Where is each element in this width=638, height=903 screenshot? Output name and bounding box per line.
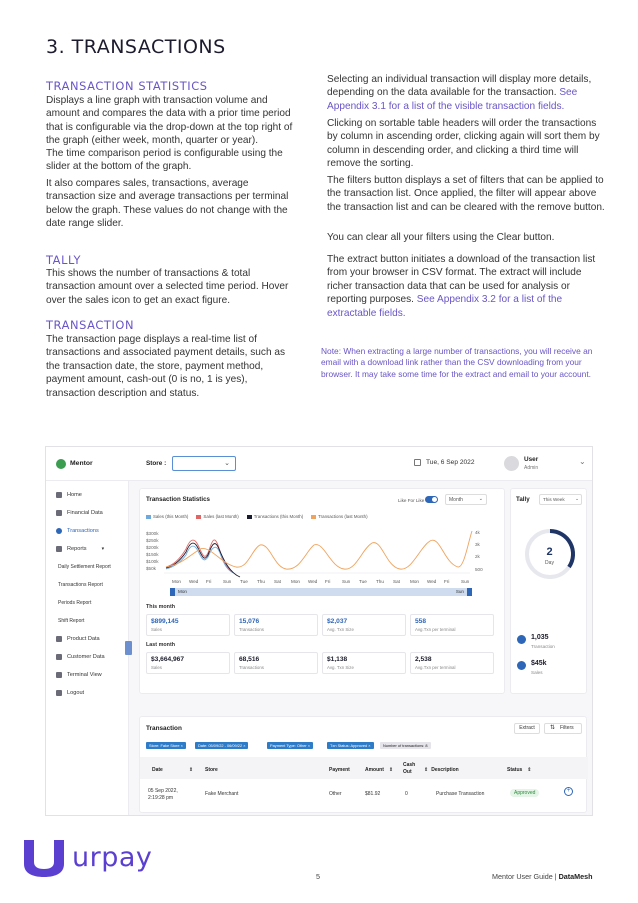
app-screenshot [45, 446, 593, 816]
transactions-icon [517, 635, 526, 644]
date-range-slider[interactable] [170, 588, 472, 596]
x-axis-tick: Mon [291, 579, 300, 584]
row-payment: Other [329, 791, 342, 797]
chevron-down-icon: ⌄ [224, 460, 230, 467]
chevron-down-icon: ⌄ [575, 496, 579, 501]
sidebar-item-terminal-view[interactable]: Terminal View [56, 672, 102, 678]
last-month-sales: $3,664,967 Sales [146, 652, 230, 674]
slider-start-label: Mon [178, 589, 187, 594]
sales-icon[interactable] [517, 661, 526, 670]
column-store[interactable]: Store [205, 767, 218, 773]
transactions-icon [56, 528, 62, 534]
guide-title: Mentor User Guide | DataMesh [492, 872, 593, 881]
column-status[interactable]: Status ⇕ [507, 767, 532, 773]
tally-paragraph: This shows the number of transactions & total transaction amount over a selected time period. Hover over the sales icon to get an exact figure. [46, 268, 289, 306]
transaction-count-badge: Number of transactions: 8 [380, 742, 431, 749]
chevron-down-icon: ⌄ [478, 496, 483, 502]
period-select[interactable]: Month ⌄ [445, 494, 487, 505]
transaction-statistics-card [139, 488, 505, 694]
x-axis-tick: Thu [257, 579, 265, 584]
slider-start-handle[interactable] [170, 588, 175, 596]
row-cash-out: 0 [405, 791, 408, 797]
urpay-mark-icon [22, 838, 68, 878]
sidebar-item-shift-report[interactable]: Shift Report [58, 618, 85, 624]
this-month-sales: $899,145 Sales [146, 614, 230, 636]
filter-chip-date[interactable]: Date: 05/09/22 - 06/09/22 × [195, 742, 248, 749]
slider-end-label: Sun [455, 589, 464, 594]
urpay-logo [22, 838, 68, 883]
legend-item: Sales (last Month) [196, 514, 238, 519]
store-label: Store : [146, 460, 167, 467]
x-axis-tick: Fri [444, 579, 450, 584]
legend-item: Sales (this Month) [146, 514, 188, 519]
column-date[interactable]: Date ⇕ [152, 767, 194, 773]
sidebar-item-daily-settlement-report[interactable]: Daily Settlement Report [58, 564, 111, 570]
expand-row-icon[interactable]: + [564, 787, 573, 796]
transaction-card-title: Transaction [146, 725, 182, 732]
brand-logo-icon [56, 459, 66, 469]
tally-title: TALLY [46, 253, 82, 267]
legend-item: Transactions (last Month) [311, 514, 367, 519]
extract-paragraph: The extract button initiates a download of the transaction list from your browser in CSV format. The extract will include richer transaction data that can be used for analysis or reporting purposes. See Appendix 3.2 for a list of the extractable fields. [327, 254, 596, 319]
filter-icon: ⇅ [550, 725, 556, 731]
row-description: Purchase Transaction [436, 791, 485, 797]
row-status-badge: Approved [510, 789, 539, 797]
filters-paragraph: The filters button displays a set of filters that can be applied to the transaction list. Once applied, the filter will appear above the transaction list and can be cleared with the remove button. [327, 175, 605, 213]
user-menu-chevron-icon[interactable]: ⌄ [579, 457, 586, 466]
sidebar-collapse-handle[interactable] [125, 641, 132, 655]
statistics-card-title: Transaction Statistics [146, 496, 210, 503]
transaction-statistics-paragraph-1: Displays a line graph with transaction volume and amount and compares the data with a prior time period that is configurable via the drop-down at the top right of the graph (either week, month, quarter or year). [46, 95, 293, 147]
customer-icon [56, 654, 62, 660]
y2-axis-tick: 500 [475, 567, 483, 572]
x-axis-tick: Wed [427, 579, 437, 584]
filter-chip-payment-type[interactable]: Payment Type: Other × [267, 742, 313, 749]
filters-button[interactable]: ⇅ Filters [544, 723, 582, 734]
sort-icon: ⇕ [388, 767, 394, 773]
sidebar-item-reports[interactable]: Reports ▾ [56, 546, 104, 552]
last-month-avg-txn-size: $1,138 Avg. Txn Size [322, 652, 406, 674]
sorting-paragraph: Clicking on sortable table headers will order the transactions by column in ascending order, clicking again will sort them by column in descending order, and clicking a third time will remove the sorting. [327, 118, 600, 170]
sidebar-item-transactions[interactable]: Transactions [56, 528, 99, 534]
transaction-statistics-paragraph-3: It also compares sales, transactions, average transaction size and average transactions per terminal below the graph. These values do not change with the date range slider. [46, 178, 289, 230]
like-for-like-label: Like For Like [398, 498, 425, 503]
x-axis-tick: Sat [393, 579, 400, 584]
y-axis-tick: $250k [146, 538, 159, 543]
x-axis-tick: Tue [240, 579, 248, 584]
sidebar-item-logout[interactable]: Logout [56, 690, 84, 696]
sidebar [46, 481, 129, 816]
this-month-avg-txn-per-terminal: 558 Avg.Txn per terminal [410, 614, 494, 636]
sidebar-item-home[interactable]: Home [56, 492, 82, 498]
current-date: Tue, 6 Sep 2022 [426, 459, 475, 466]
y2-axis-tick: 2k [475, 554, 480, 559]
this-month-label: This month [146, 604, 176, 610]
x-axis-tick: Mon [172, 579, 181, 584]
transaction-paragraph: The transaction page displays a real-time list of transactions and associated payment details, such as the transaction date, the store, payment method, payment amount, cash-out (0 is no, 1 is yes), transaction description and status. [46, 334, 286, 399]
x-axis-tick: Sat [274, 579, 281, 584]
y-axis-tick: $50k [146, 566, 156, 571]
y-axis-tick: $150k [146, 552, 159, 557]
row-store: Fake Merchant [205, 791, 239, 797]
selecting-paragraph: Selecting an individual transaction will display more details, depending on the data available for the transaction. See Appendix 3.1 for a list of the visible transaction fields. [327, 74, 592, 112]
transaction-title: TRANSACTION [46, 318, 135, 332]
sidebar-item-financial-data[interactable]: Financial Data [56, 510, 103, 516]
transaction-statistics-paragraph-2: The time comparison period is configurable using the slider at the bottom of the graph. [46, 148, 283, 173]
tally-sales-label: Sales [531, 670, 543, 675]
transaction-statistics-title: TRANSACTION STATISTICS [46, 79, 208, 93]
x-axis-tick: Sun [223, 579, 232, 584]
x-axis-tick: Mon [410, 579, 419, 584]
sidebar-item-customer-data[interactable]: Customer Data [56, 654, 105, 660]
this-month-avg-txn-size: $2,037 Avg. Txn Size [322, 614, 406, 636]
chart-legend [146, 514, 368, 519]
y-axis-tick: $100k [146, 559, 159, 564]
transaction-table-card [139, 716, 587, 813]
chevron-down-icon: ▾ [101, 546, 105, 552]
extract-button[interactable]: Extract [514, 723, 540, 734]
user-role: Admin [524, 465, 539, 471]
app-top-bar [46, 447, 593, 481]
x-axis-tick: Sun [461, 579, 470, 584]
urpay-logo-text: urpay [72, 842, 153, 873]
brand-name: Mentor [70, 460, 93, 467]
avatar[interactable] [504, 456, 519, 471]
y-axis-tick: $300k [146, 531, 159, 536]
x-axis-tick: Sun [342, 579, 351, 584]
this-month-transactions: 15,076 Transactions [234, 614, 318, 636]
calendar-icon [414, 459, 421, 466]
tally-card-title: Tally [516, 496, 530, 503]
sort-icon: ⇕ [188, 767, 194, 773]
row-date: 05 Sep 2022, 2:19:28 pm [148, 788, 178, 801]
legend-item: Transactions (this Month) [247, 514, 303, 519]
column-payment[interactable]: Payment [329, 767, 350, 773]
like-for-like-toggle[interactable] [425, 496, 438, 503]
x-axis-tick: Wed [308, 579, 318, 584]
sort-icon: ⇕ [424, 767, 429, 773]
x-axis-tick: Wed [189, 579, 199, 584]
user-name: User [524, 456, 539, 463]
sidebar-item-transactions-report[interactable]: Transactions Report [58, 582, 103, 588]
document-icon [56, 510, 62, 516]
tally-days-label: Day [545, 560, 554, 566]
tally-card [510, 488, 587, 694]
sidebar-item-periods-report[interactable]: Periods Report [58, 600, 92, 606]
appendix-3-1-link[interactable]: See Appendix 3.1 for a list of the visible transaction fields. [327, 87, 578, 112]
terminal-icon [56, 672, 62, 678]
filter-chip-store[interactable]: Store: Fake Store × [146, 742, 186, 749]
y-axis-tick: $200k [146, 545, 159, 550]
x-axis-tick: Fri [206, 579, 212, 584]
appendix-3-2-link[interactable]: See Appendix 3.2 for a list of the extractable fields. [327, 294, 563, 319]
x-axis-tick: Thu [376, 579, 384, 584]
page-heading: 3. TRANSACTIONS [46, 36, 226, 58]
y2-axis-tick: 4k [475, 530, 480, 535]
x-axis-tick: Fri [325, 579, 331, 584]
filter-chip-txn-status[interactable]: Txn Status: Approved × [327, 742, 374, 749]
tally-txn-label: Transaction [531, 644, 555, 649]
tally-days-value: 2 [546, 546, 553, 558]
clear-paragraph: You can clear all your filters using the Clear button. [327, 232, 555, 243]
tally-period-select[interactable]: This Week ⌄ [539, 494, 582, 505]
column-amount[interactable]: Amount ⇕ [365, 767, 394, 773]
last-month-label: Last month [146, 642, 176, 648]
sidebar-item-product-data[interactable]: Product Data [56, 636, 100, 642]
product-icon [56, 636, 62, 642]
table-row[interactable] [140, 781, 588, 811]
reports-icon [56, 546, 62, 552]
last-month-avg-txn-per-terminal: 2,538 Avg.Txn per terminal [410, 652, 494, 674]
y2-axis-tick: 3k [475, 542, 480, 547]
row-amount: $81.92 [365, 791, 381, 797]
tally-sales-value: $45k [531, 660, 547, 667]
home-icon [56, 492, 62, 498]
extract-note: Note: When extracting a large number of transactions, you will receive an email with a download link rather than the CSV downloading from your browser. It may take some time for the extract and email to your account. [321, 346, 593, 379]
column-cash-out[interactable]: Cash Out [403, 762, 416, 775]
slider-end-handle[interactable] [467, 588, 472, 596]
store-select[interactable] [172, 456, 236, 471]
tally-txn-value: 1,035 [531, 634, 549, 641]
logout-icon [56, 690, 62, 696]
x-axis-tick: Tue [359, 579, 367, 584]
sort-icon: ⇕ [527, 767, 532, 773]
last-month-transactions: 68,516 Transactions [234, 652, 318, 674]
column-description[interactable]: ⇕ Description [424, 767, 459, 773]
page-number: 5 [316, 872, 320, 881]
